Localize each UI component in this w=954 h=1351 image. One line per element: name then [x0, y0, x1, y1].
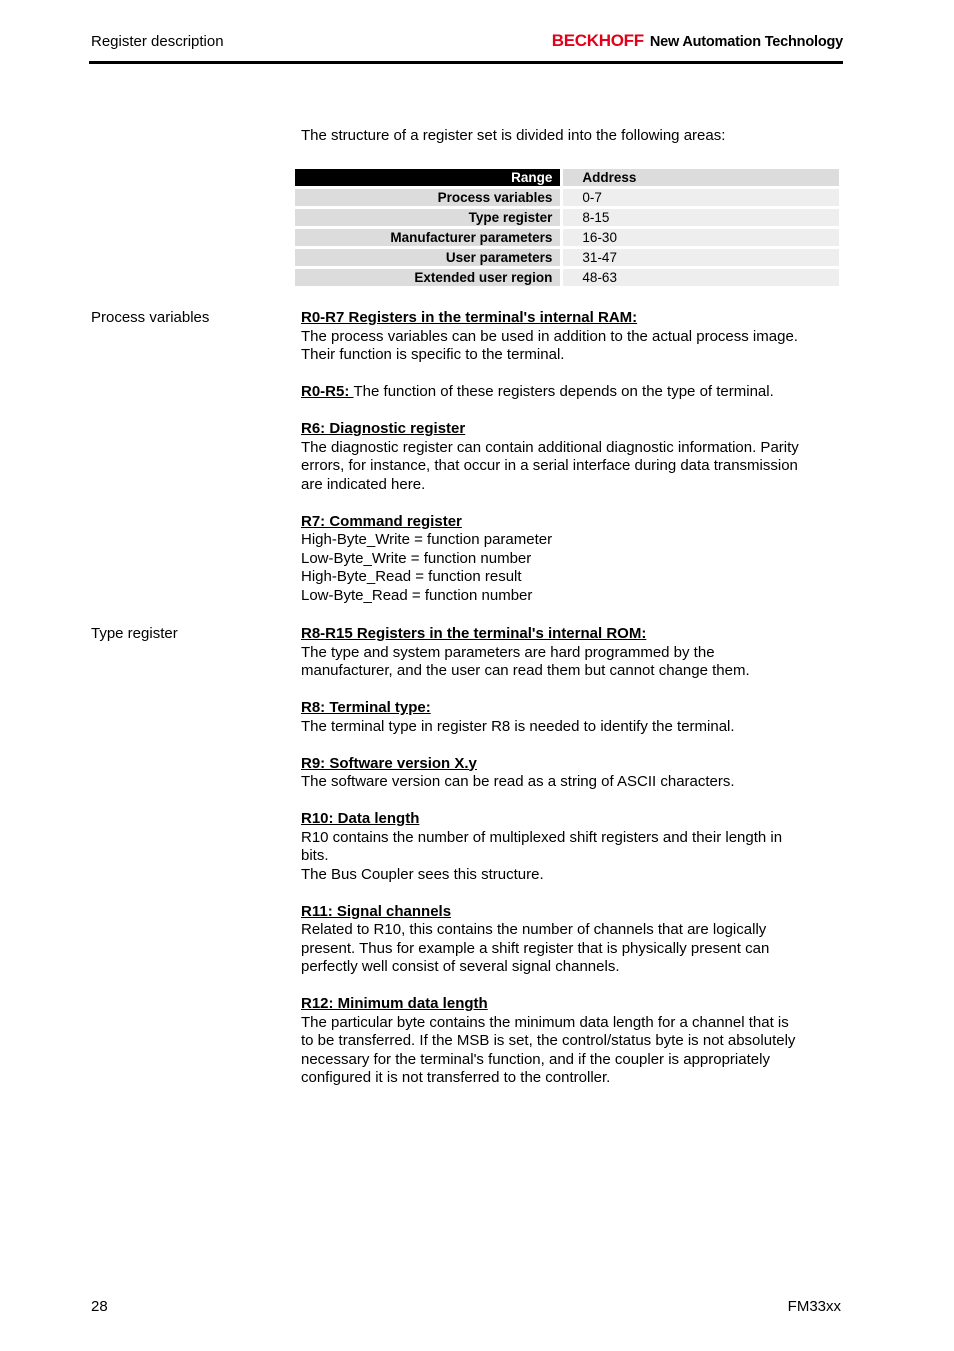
paragraph-line: The type and system parameters are hard programmed by the: [301, 643, 715, 661]
subheading-r7: R7: Command register: [301, 512, 462, 530]
paragraph-line: configured it is not transferred to the controller.: [301, 1069, 611, 1086]
paragraph-line: present. Thus for example a shift register that is physically present can: [301, 939, 770, 957]
subheading-r8: R8: Terminal type:: [301, 699, 431, 716]
paragraph-line: The Bus Coupler sees this structure.: [301, 865, 544, 883]
table-row: [295, 189, 839, 206]
page-number: 28: [91, 1298, 108, 1315]
brand-tagline: New Automation Technology: [649, 34, 843, 50]
paragraph-line: The diagnostic register can contain additional diagnostic information. Parity: [301, 438, 799, 456]
paragraph-line: perfectly well consist of several signal channels.: [301, 958, 620, 975]
paragraph-line: errors, for instance, that occur in a serial interface during data transmission: [301, 457, 798, 474]
address-cell: 16-30: [563, 229, 839, 246]
brand-name: BECKHOFF: [551, 31, 644, 50]
paragraph-line: The software version can be read as a string of ASCII characters.: [301, 773, 735, 790]
paragraph-line: Low-Byte_Read = function number: [301, 586, 533, 604]
table-header-row: [295, 169, 839, 186]
type-register-section: [301, 625, 841, 1106]
address-cell: 48-63: [563, 269, 839, 286]
table-row: [295, 229, 839, 246]
paragraph-line: Low-Byte_Write = function number: [301, 549, 532, 567]
paragraph-line: manufacturer, and the user can read them but cannot change them.: [301, 662, 750, 679]
section-heading: R0-R7 Registers in the terminal's internal RAM:: [301, 309, 638, 326]
paragraph-line: bits.: [301, 847, 329, 864]
process-variables-section: [301, 309, 841, 624]
address-cell: 0-7: [563, 189, 839, 206]
subheading-r9: R9: Software version X.y: [301, 754, 477, 772]
column-header-range: Range: [295, 169, 563, 186]
table-row: [295, 209, 839, 226]
subheading-r11: R11: Signal channels: [301, 902, 452, 920]
paragraph-line: Their function is specific to the terminal.: [301, 346, 565, 363]
table-row: [295, 269, 839, 286]
paragraph-line: The particular byte contains the minimum data length for a channel that is: [301, 1013, 789, 1031]
register-areas-table: [295, 166, 839, 289]
table-row: [295, 249, 839, 266]
range-cell: Manufacturer parameters: [295, 229, 563, 246]
intro-text: The structure of a register set is divided into the following areas:: [301, 127, 726, 144]
side-label-process-variables: Process variables: [91, 309, 210, 326]
product-name: FM33xx: [787, 1298, 841, 1315]
paragraph-line: The process variables can be used in addition to the actual process image.: [301, 327, 798, 345]
subheading-r0-r5: R0-R5:: [301, 383, 354, 400]
subheading-r6: R6: Diagnostic register: [301, 420, 466, 437]
header-rule: [89, 61, 843, 64]
range-cell: Process variables: [295, 189, 563, 206]
header-section-title: Register description: [91, 33, 224, 50]
range-cell: Type register: [295, 209, 563, 226]
address-cell: 8-15: [563, 209, 839, 226]
paragraph-line: are indicated here.: [301, 475, 426, 493]
paragraph-line: High-Byte_Write = function parameter: [301, 531, 553, 548]
paragraph-line: The terminal type in register R8 is needed to identify the terminal.: [301, 717, 735, 735]
address-cell: 31-47: [563, 249, 839, 266]
section-heading: R8-R15 Registers in the terminal's internal ROM:: [301, 625, 647, 642]
side-label-type-register: Type register: [91, 625, 178, 642]
column-header-address: Address: [563, 169, 839, 186]
paragraph-line: to be transferred. If the MSB is set, the control/status byte is not absolutely: [301, 1032, 796, 1049]
subheading-r10: R10: Data length: [301, 810, 420, 827]
range-cell: User parameters: [295, 249, 563, 266]
paragraph-line: Related to R10, this contains the number of channels that are logically: [301, 921, 767, 938]
paragraph-line: High-Byte_Read = function result: [301, 568, 522, 585]
brand-logo: [552, 31, 843, 51]
paragraph-line: necessary for the terminal's function, and if the coupler is appropriately: [301, 1050, 770, 1068]
paragraph-line: The function of these registers depends on the type of terminal.: [353, 383, 774, 400]
paragraph-line: R10 contains the number of multiplexed shift registers and their length in: [301, 828, 783, 846]
subheading-r12: R12: Minimum data length: [301, 995, 488, 1012]
range-cell: Extended user region: [295, 269, 563, 286]
